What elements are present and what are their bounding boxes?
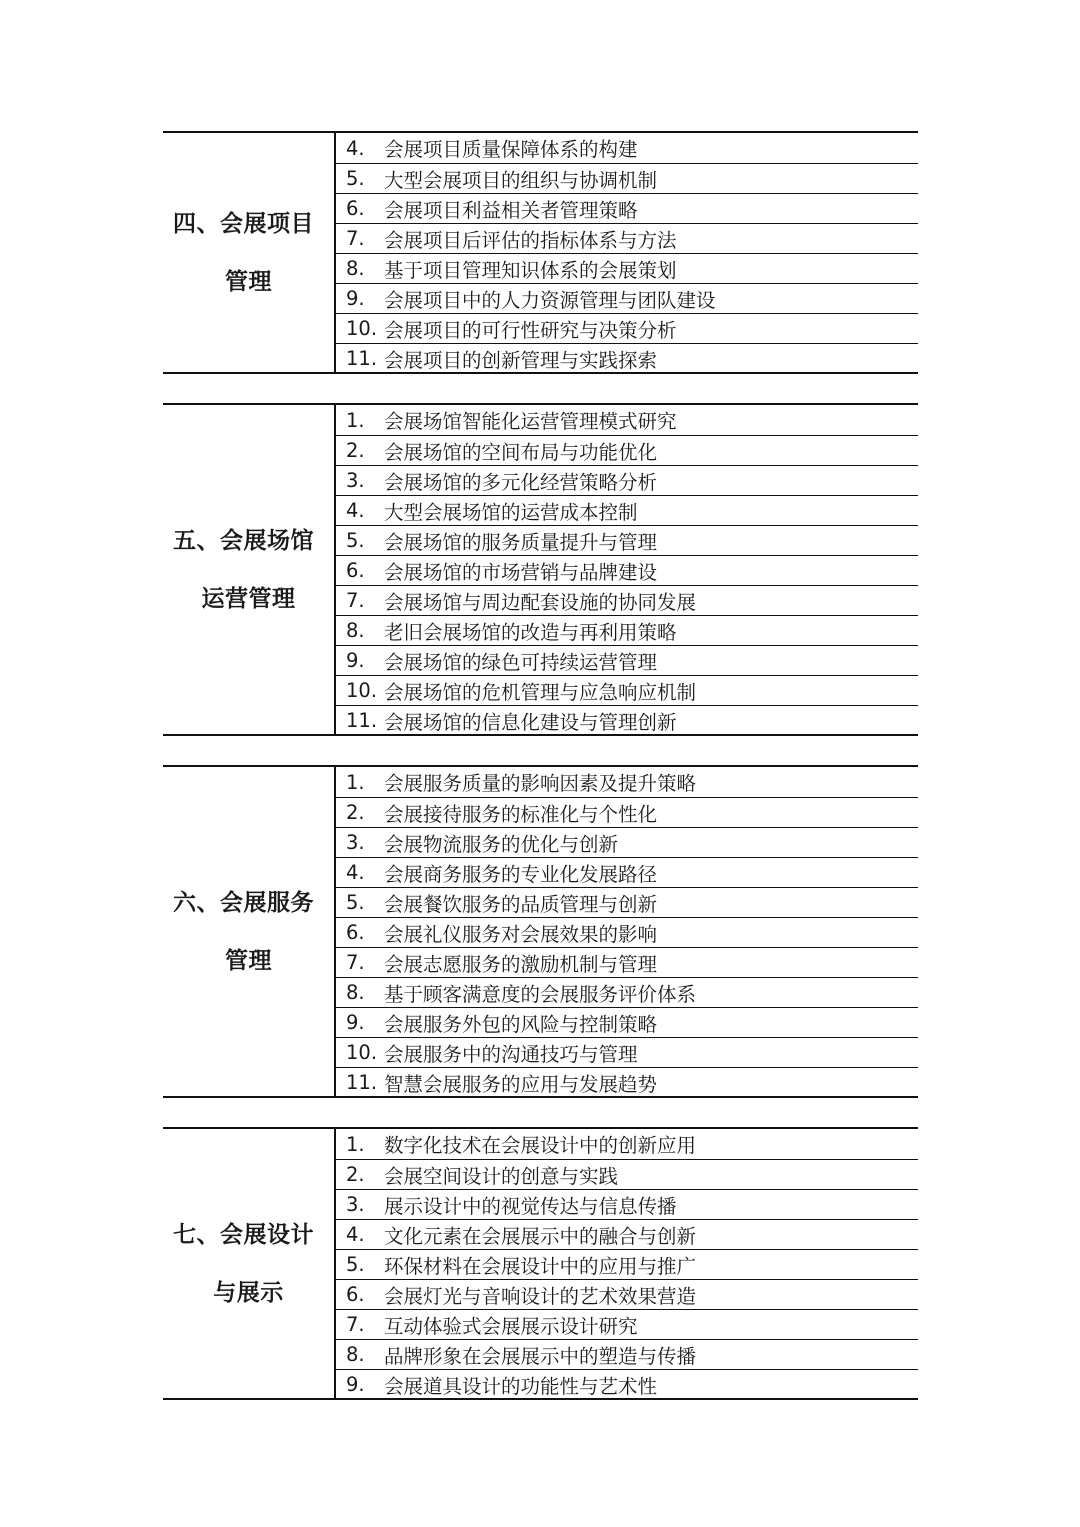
topic-number: 9. xyxy=(346,287,365,310)
topic-row xyxy=(336,977,918,1007)
category-cell xyxy=(163,767,336,1096)
topic-number: 3. xyxy=(346,469,365,492)
topic-number: 6. xyxy=(346,921,365,944)
topic-number: 6. xyxy=(346,1283,365,1306)
topic-text: 会展场馆的市场营销与品牌建设 xyxy=(384,560,658,584)
topic-number: 1. xyxy=(346,1132,365,1156)
topic-row xyxy=(336,1249,918,1279)
topic-text: 会展项目的创新管理与实践探索 xyxy=(384,348,658,372)
topic-text: 品牌形象在会展展示中的塑造与传播 xyxy=(384,1344,697,1368)
topic-row xyxy=(336,495,918,525)
topic-text: 老旧会展场馆的改造与再利用策略 xyxy=(384,620,677,644)
topic-row xyxy=(336,1067,918,1097)
topic-text: 大型会展场馆的运营成本控制 xyxy=(384,500,638,524)
topic-row xyxy=(336,405,918,435)
topic-number: 6. xyxy=(346,197,365,220)
category-title-line-2: 管理 xyxy=(225,947,272,974)
topic-text: 会展项目中的人力资源管理与团队建设 xyxy=(384,288,716,312)
topic-row xyxy=(336,465,918,495)
topic-number: 7. xyxy=(346,589,365,612)
topic-row xyxy=(336,1159,918,1189)
topic-number: 5. xyxy=(346,529,365,552)
topic-number: 9. xyxy=(346,1373,365,1396)
topic-number: 6. xyxy=(346,559,365,582)
topic-row xyxy=(336,313,918,343)
topic-row xyxy=(336,645,918,675)
topic-row xyxy=(336,1339,918,1369)
topic-row xyxy=(336,1007,918,1037)
topic-number: 3. xyxy=(346,1193,365,1216)
topic-list xyxy=(336,767,918,1096)
topic-text: 会展物流服务的优化与创新 xyxy=(384,832,619,856)
topic-row xyxy=(336,223,918,253)
section-service-management xyxy=(163,765,918,1098)
topic-row xyxy=(336,193,918,223)
topic-text: 数字化技术在会展设计中的创新应用 xyxy=(384,1134,697,1157)
topic-text: 会展场馆智能化运营管理模式研究 xyxy=(384,410,677,433)
topic-text: 会展场馆的服务质量提升与管理 xyxy=(384,530,658,554)
category-cell xyxy=(163,405,336,734)
topic-row xyxy=(336,887,918,917)
topic-number: 4. xyxy=(346,861,365,884)
topic-row xyxy=(336,1219,918,1249)
topic-number: 11. xyxy=(346,1071,378,1094)
topic-text: 会展场馆与周边配套设施的协同发展 xyxy=(384,590,697,614)
topic-number: 1. xyxy=(346,408,365,432)
topic-number: 4. xyxy=(346,136,365,160)
topic-number: 5. xyxy=(346,167,365,190)
topic-number: 11. xyxy=(346,709,378,732)
topic-text: 会展志愿服务的激励机制与管理 xyxy=(384,952,658,976)
topic-number: 10. xyxy=(346,317,378,340)
topic-text: 基于项目管理知识体系的会展策划 xyxy=(384,258,677,282)
category-title-line-1: 七、会展设计 xyxy=(173,1221,314,1248)
topic-number: 4. xyxy=(346,1223,365,1246)
topic-text: 大型会展项目的组织与协调机制 xyxy=(384,168,658,192)
category-title-line-1: 四、会展项目 xyxy=(173,210,314,237)
topic-row xyxy=(336,615,918,645)
topic-row xyxy=(336,253,918,283)
category-title-line-1: 五、会展场馆 xyxy=(173,527,314,554)
topic-row xyxy=(336,857,918,887)
topic-text: 会展餐饮服务的品质管理与创新 xyxy=(384,892,658,916)
topic-row xyxy=(336,343,918,373)
topic-number: 9. xyxy=(346,649,365,672)
topic-row xyxy=(336,797,918,827)
topic-text: 会展服务外包的风险与控制策略 xyxy=(384,1012,658,1036)
topic-row xyxy=(336,675,918,705)
topic-number: 7. xyxy=(346,951,365,974)
topic-row xyxy=(336,1309,918,1339)
topic-number: 2. xyxy=(346,439,365,462)
topic-text: 展示设计中的视觉传达与信息传播 xyxy=(384,1194,677,1218)
topic-text: 会展场馆的绿色可持续运营管理 xyxy=(384,650,658,674)
topic-text: 环保材料在会展设计中的应用与推广 xyxy=(384,1254,697,1278)
topic-number: 10. xyxy=(346,679,378,702)
topic-text: 会展道具设计的功能性与艺术性 xyxy=(384,1374,658,1398)
topic-number: 11. xyxy=(346,347,378,370)
topic-text: 会展项目的可行性研究与决策分析 xyxy=(384,318,677,342)
topic-text: 会展项目质量保障体系的构建 xyxy=(384,138,638,161)
topic-number: 1. xyxy=(346,770,365,794)
section-project-management xyxy=(163,131,918,374)
topic-text: 会展服务质量的影响因素及提升策略 xyxy=(384,772,697,795)
topic-list xyxy=(336,1129,918,1398)
topic-text: 会展接待服务的标准化与个性化 xyxy=(384,802,658,826)
topic-row xyxy=(336,585,918,615)
topic-number: 7. xyxy=(346,1313,365,1336)
topic-number: 8. xyxy=(346,257,365,280)
topic-number: 8. xyxy=(346,981,365,1004)
topic-number: 2. xyxy=(346,1163,365,1186)
topic-row xyxy=(336,525,918,555)
topic-number: 3. xyxy=(346,831,365,854)
topic-number: 10. xyxy=(346,1041,378,1064)
topic-row xyxy=(336,767,918,797)
topic-text: 会展场馆的多元化经营策略分析 xyxy=(384,470,658,494)
topic-text: 文化元素在会展展示中的融合与创新 xyxy=(384,1224,697,1248)
topic-number: 9. xyxy=(346,1011,365,1034)
topic-row xyxy=(336,133,918,163)
category-title-line-2: 与展示 xyxy=(213,1279,284,1306)
topic-text: 会展空间设计的创意与实践 xyxy=(384,1164,619,1188)
topic-row xyxy=(336,917,918,947)
topic-text: 基于顾客满意度的会展服务评价体系 xyxy=(384,982,697,1006)
category-title-line-2: 运营管理 xyxy=(201,585,296,612)
topic-text: 会展场馆的信息化建设与管理创新 xyxy=(384,710,677,734)
topic-text: 智慧会展服务的应用与发展趋势 xyxy=(384,1072,658,1096)
topic-number: 5. xyxy=(346,891,365,914)
topic-list xyxy=(336,405,918,734)
topic-text: 会展场馆的危机管理与应急响应机制 xyxy=(384,680,697,704)
topic-text: 会展服务中的沟通技巧与管理 xyxy=(384,1042,638,1066)
topic-text: 会展项目后评估的指标体系与方法 xyxy=(384,228,677,252)
topic-row xyxy=(336,1129,918,1159)
topic-row xyxy=(336,947,918,977)
topic-number: 2. xyxy=(346,801,365,824)
topic-text: 互动体验式会展展示设计研究 xyxy=(384,1314,638,1338)
topic-row xyxy=(336,555,918,585)
topic-row xyxy=(336,435,918,465)
topic-row xyxy=(336,705,918,735)
section-venue-operation xyxy=(163,403,918,736)
topic-text: 会展灯光与音响设计的艺术效果营造 xyxy=(384,1284,697,1308)
category-cell xyxy=(163,1129,336,1398)
topic-text: 会展商务服务的专业化发展路径 xyxy=(384,862,658,886)
topic-text: 会展场馆的空间布局与功能优化 xyxy=(384,440,658,464)
topic-row xyxy=(336,1037,918,1067)
topic-number: 5. xyxy=(346,1253,365,1276)
topic-number: 8. xyxy=(346,619,365,642)
topic-row xyxy=(336,1279,918,1309)
topic-row xyxy=(336,1369,918,1399)
category-title-line-2: 管理 xyxy=(225,268,272,295)
topic-list xyxy=(336,133,918,372)
topic-number: 4. xyxy=(346,499,365,522)
category-title-line-1: 六、会展服务 xyxy=(173,889,314,916)
topic-text: 会展礼仪服务对会展效果的影响 xyxy=(384,922,658,946)
section-design-exhibition xyxy=(163,1127,918,1400)
category-cell xyxy=(163,133,336,372)
topic-row xyxy=(336,163,918,193)
topic-number: 7. xyxy=(346,227,365,250)
topic-number: 8. xyxy=(346,1343,365,1366)
topic-row xyxy=(336,1189,918,1219)
topic-text: 会展项目利益相关者管理策略 xyxy=(384,198,638,222)
topic-row xyxy=(336,283,918,313)
topic-row xyxy=(336,827,918,857)
